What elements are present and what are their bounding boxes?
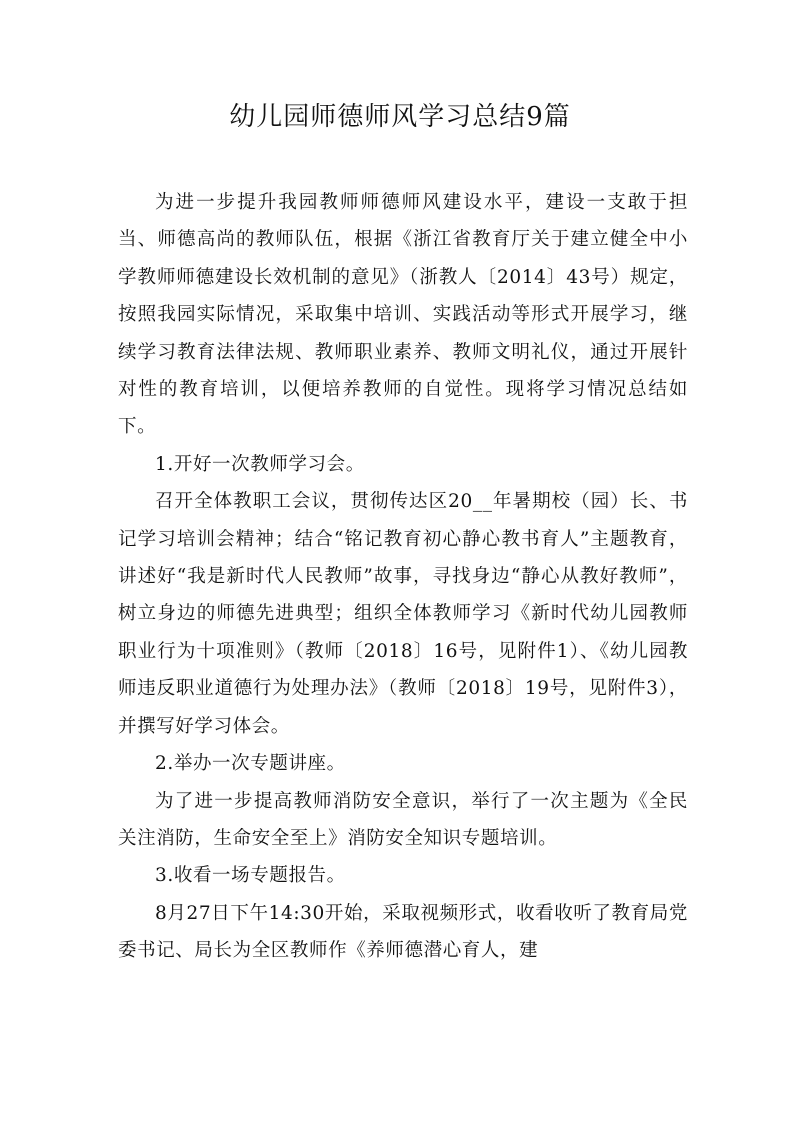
- section-paragraph-2: 为了进一步提高教师消防安全意识，举行了一次主题为《全民关注消防，生命安全至上》消防安全知识专题培训。: [118, 790, 688, 849]
- document-body: [118, 184, 688, 970]
- section-heading-1: 1.开好一次教师学习会。: [155, 453, 365, 475]
- section-paragraph-1: 召开全体教职工会议，贯彻传达区20__年暑期校（园）长、书记学习培训会精神；结合“铭记教育初心静心教书育人”主题教育，讲述好“我是新时代人民教师”故事，寻找身边“静心从教好教师”，树立身边的师德先进典型；组织全体教师学习《新时代幼儿园教师职业行为十项准则》（教师〔2018〕16号，见附件1）、《幼儿园教师违反职业道德行为处理办法》（教师〔2018〕19号，见附件3），并撰写好学习体会。: [118, 491, 688, 737]
- section-heading-2: 2.举办一次专题讲座。: [155, 753, 346, 775]
- section-heading-3: 3.收看一场专题报告。: [155, 865, 346, 887]
- intro-paragraph: 为进一步提升我园教师师德师风建设水平，建设一支敢于担当、师德高尚的教师队伍，根据《浙江省教育厅关于建立健全中小学教师师德建设长效机制的意见》（浙教人〔2014〕43号）规定，按照我园实际情况，采取集中培训、实践活动等形式开展学习，继续学习教育法律法规、教师职业素养、教师文明礼仪，通过开展针对性的教育培训，以便培养教师的自觉性。现将学习情况总结如下。: [118, 192, 688, 438]
- section-paragraph-3: 8月27日下午14:30开始，采取视频形式，收看收听了教育局党委书记、局长为全区教师作《养师德潜心育人，建: [118, 902, 688, 962]
- document-title: 幼儿园师德师风学习总结9篇: [229, 102, 571, 132]
